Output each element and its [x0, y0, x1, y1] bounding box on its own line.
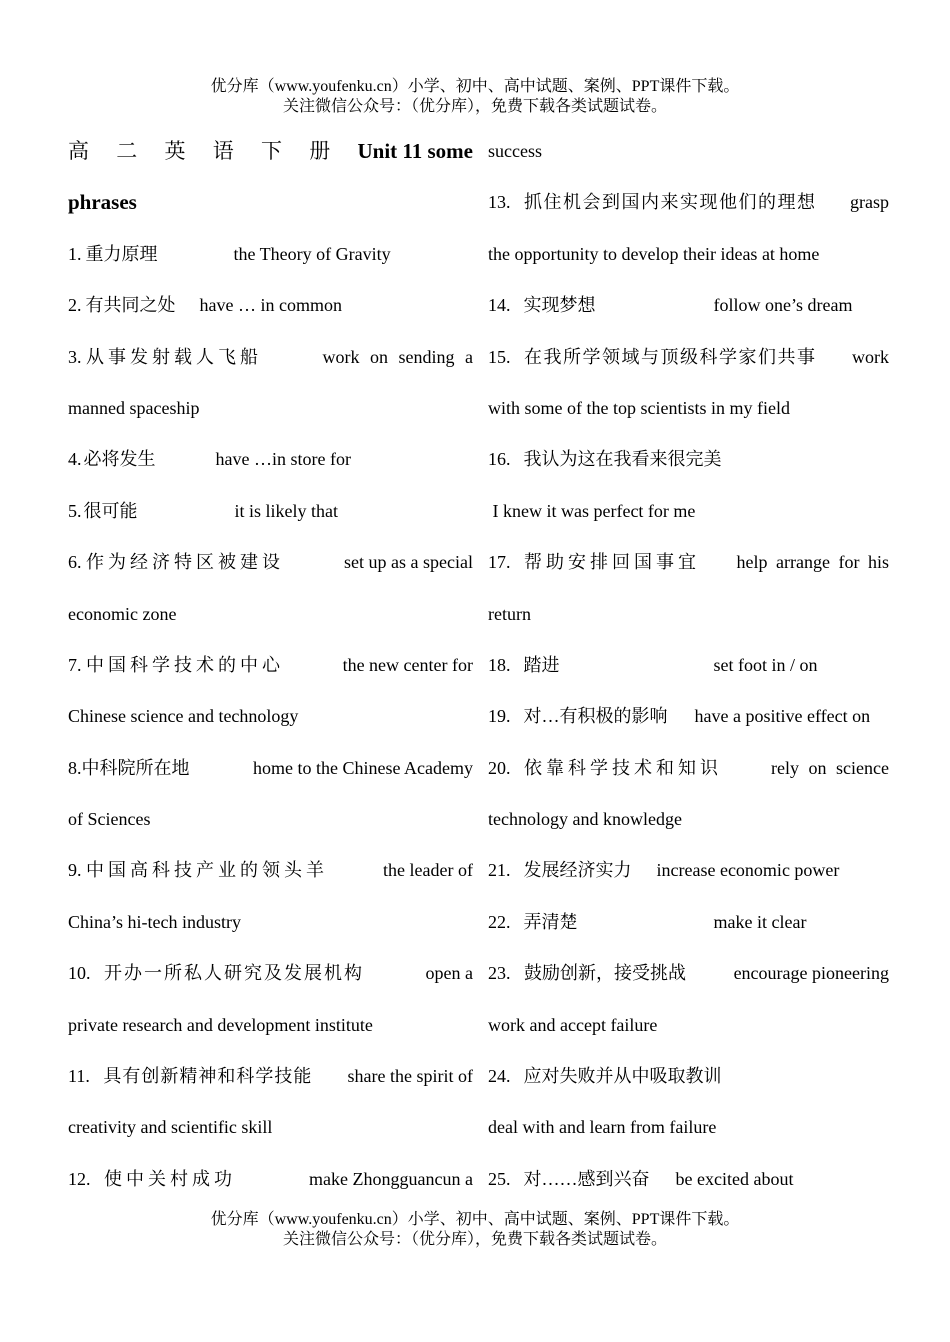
item-en: open a — [425, 963, 473, 984]
banner-line-1: 优分库（www.youfenku.cn）小学、初中、高中试题、案例、PPT课件下载。 — [210, 78, 740, 95]
item-continuation: the opportunity to develop their ideas at home — [488, 243, 820, 264]
item-zh: 中国高科技产业的领头羊 — [86, 860, 328, 881]
item-number: 7. — [68, 654, 82, 675]
item-number: 2. — [68, 295, 82, 316]
item-zh: 使中关村成功 — [104, 1168, 236, 1189]
item-en: set foot in / on — [713, 654, 818, 675]
item-number: 15. — [488, 346, 511, 367]
phrase-item — [68, 1154, 473, 1205]
item-number: 1. — [68, 243, 82, 264]
title-char: 语 — [212, 139, 234, 163]
item-en: have … in common — [199, 295, 342, 316]
item-zh: 从事发射载人飞船 — [86, 346, 262, 367]
item-number: 22. — [488, 911, 511, 932]
item-en: encourage pioneering — [733, 963, 889, 984]
page-title — [68, 126, 473, 177]
item-number: 23. — [488, 963, 511, 984]
item-zh: 中科院所在地 — [81, 757, 190, 778]
title-char: 高 — [68, 139, 89, 163]
item-en: increase economic power — [656, 860, 840, 881]
item-zh: 重力原理 — [85, 243, 158, 264]
item-zh: 帮助安排回国事宜 — [524, 552, 700, 573]
phrase-item — [68, 280, 473, 331]
item-en: grasp — [850, 192, 889, 213]
phrase-item — [68, 743, 473, 794]
item-zh: 发展经济实力 — [523, 860, 632, 881]
item-en: have …in store for — [215, 449, 351, 470]
item-zh: 在我所学领域与顶级科学家们共事 — [524, 346, 817, 367]
left-column — [68, 126, 473, 1205]
item-zh: 开办一所私人研究及发展机构 — [104, 963, 364, 984]
title-unit: Unit 11 some — [357, 139, 473, 163]
phrase-item — [488, 280, 889, 331]
item-en: make Zhongguancun a — [309, 1168, 473, 1189]
phrase-item — [68, 1051, 473, 1102]
phrase-item — [68, 486, 473, 537]
item-en: be excited about — [675, 1168, 794, 1189]
item-number: 6. — [68, 552, 82, 573]
item-en: set up as a special — [344, 552, 473, 573]
item-en: follow one’s dream — [713, 295, 853, 316]
item-number: 17. — [488, 552, 511, 573]
item-continuation: deal with and learn from failure — [488, 1117, 717, 1138]
phrase-item — [68, 229, 473, 280]
item-zh: 依靠科学技术和知识 — [524, 757, 722, 778]
item-zh: 具有创新精神和科学技能 — [103, 1066, 313, 1087]
item-en: it is likely that — [234, 500, 338, 521]
phrase-item — [488, 897, 889, 948]
item-en: share the spirit of — [347, 1066, 473, 1087]
item-number: 25. — [488, 1168, 511, 1189]
item-en: make it clear — [713, 911, 807, 932]
item-zh: 对…有积极的影响 — [523, 706, 668, 727]
phrase-item — [488, 1051, 889, 1102]
item-number: 13. — [488, 192, 511, 213]
item-zh: 有共同之处 — [85, 295, 176, 316]
item-number: 3. — [68, 346, 82, 367]
item-number: 14. — [488, 295, 511, 316]
footer-banner — [0, 1210, 950, 1250]
item-continuation: technology and knowledge — [488, 809, 682, 830]
phrase-item — [488, 537, 889, 588]
item-continuation: return — [488, 603, 531, 624]
item-zh: 实现梦想 — [523, 295, 596, 316]
item-zh: 中国科学技术的中心 — [86, 654, 284, 675]
item-zh: 踏进 — [523, 654, 560, 675]
item-number: 18. — [488, 654, 511, 675]
banner-line-2: 关注微信公众号：（优分库），免费下载各类试题试卷。 — [282, 1231, 667, 1248]
item-en: help arrange for his — [736, 552, 889, 573]
item-en: have a positive effect on — [694, 706, 871, 727]
phrase-item — [68, 640, 473, 691]
item-zh: 作为经济特区被建设 — [86, 552, 284, 573]
item-number: 10. — [68, 963, 91, 984]
item-number: 11. — [68, 1066, 90, 1087]
item-number: 20. — [488, 757, 511, 778]
item-number: 4. — [68, 449, 82, 470]
item-number: 8. — [68, 757, 82, 778]
item-continuation: work and accept failure — [488, 1014, 658, 1035]
title-char: 英 — [164, 139, 186, 163]
phrase-item — [488, 691, 889, 742]
phrase-item — [68, 537, 473, 588]
item-en: work on sending a — [322, 346, 473, 367]
item-en: the Theory of Gravity — [233, 243, 391, 264]
banner-line-2: 关注微信公众号：（优分库），免费下载各类试题试卷。 — [282, 98, 667, 115]
item-en: home to the Chinese Academy — [253, 757, 473, 778]
item-zh: 鼓励创新，接受挑战 — [524, 963, 686, 984]
item-number: 21. — [488, 860, 511, 881]
item-zh: 应对失败并从中吸取教训 — [523, 1066, 722, 1087]
item-zh: 必将发生 — [83, 449, 156, 470]
phrase-item — [488, 177, 889, 228]
item-continuation: of Sciences — [68, 809, 151, 830]
item-number: 16. — [488, 449, 511, 470]
item-continuation: I knew it was perfect for me — [488, 500, 696, 521]
item-number: 19. — [488, 706, 511, 727]
phrase-item — [488, 1154, 889, 1205]
item-continuation: manned spaceship — [68, 397, 200, 418]
item-zh: 弄清楚 — [523, 911, 578, 932]
item-zh: 抓住机会到国内来实现他们的理想 — [524, 192, 817, 213]
phrase-item — [488, 948, 889, 999]
item-number: 24. — [488, 1066, 511, 1087]
item-continuation: with some of the top scientists in my field — [488, 397, 790, 418]
item-continuation: private research and development institute — [68, 1014, 373, 1035]
phrase-item — [68, 332, 473, 383]
phrase-item — [488, 640, 889, 691]
item-continuation: creativity and scientific skill — [68, 1117, 273, 1138]
header-banner — [0, 77, 950, 117]
title-char: 下 — [261, 139, 282, 163]
title-char: 二 — [116, 139, 138, 163]
item-en: the leader of — [383, 860, 473, 881]
item-zh: 我认为这在我看来很完美 — [523, 449, 722, 470]
item-continuation: China’s hi-tech industry — [68, 911, 241, 932]
item-zh: 很可能 — [83, 500, 138, 521]
item-en: rely on science — [771, 757, 889, 778]
title-char: 册 — [309, 139, 331, 163]
item-en: work — [852, 346, 889, 367]
title-continued: phrases — [68, 190, 137, 215]
item-continuation: economic zone — [68, 603, 177, 624]
item-continuation: success — [488, 141, 542, 161]
banner-line-1: 优分库（www.youfenku.cn）小学、初中、高中试题、案例、PPT课件下载。 — [210, 1211, 740, 1228]
item-number: 5. — [68, 500, 82, 521]
phrase-item — [488, 332, 889, 383]
right-column — [488, 126, 889, 1205]
phrase-item — [68, 948, 473, 999]
phrase-item — [488, 743, 889, 794]
phrase-item — [488, 845, 889, 896]
phrase-item — [68, 434, 473, 485]
item-number: 9. — [68, 860, 82, 881]
item-continuation: Chinese science and technology — [68, 706, 299, 727]
item-zh: 对……感到兴奋 — [523, 1168, 650, 1189]
phrase-item — [68, 845, 473, 896]
item-number: 12. — [68, 1168, 91, 1189]
item-en: the new center for — [342, 654, 473, 675]
phrase-item — [488, 434, 889, 485]
